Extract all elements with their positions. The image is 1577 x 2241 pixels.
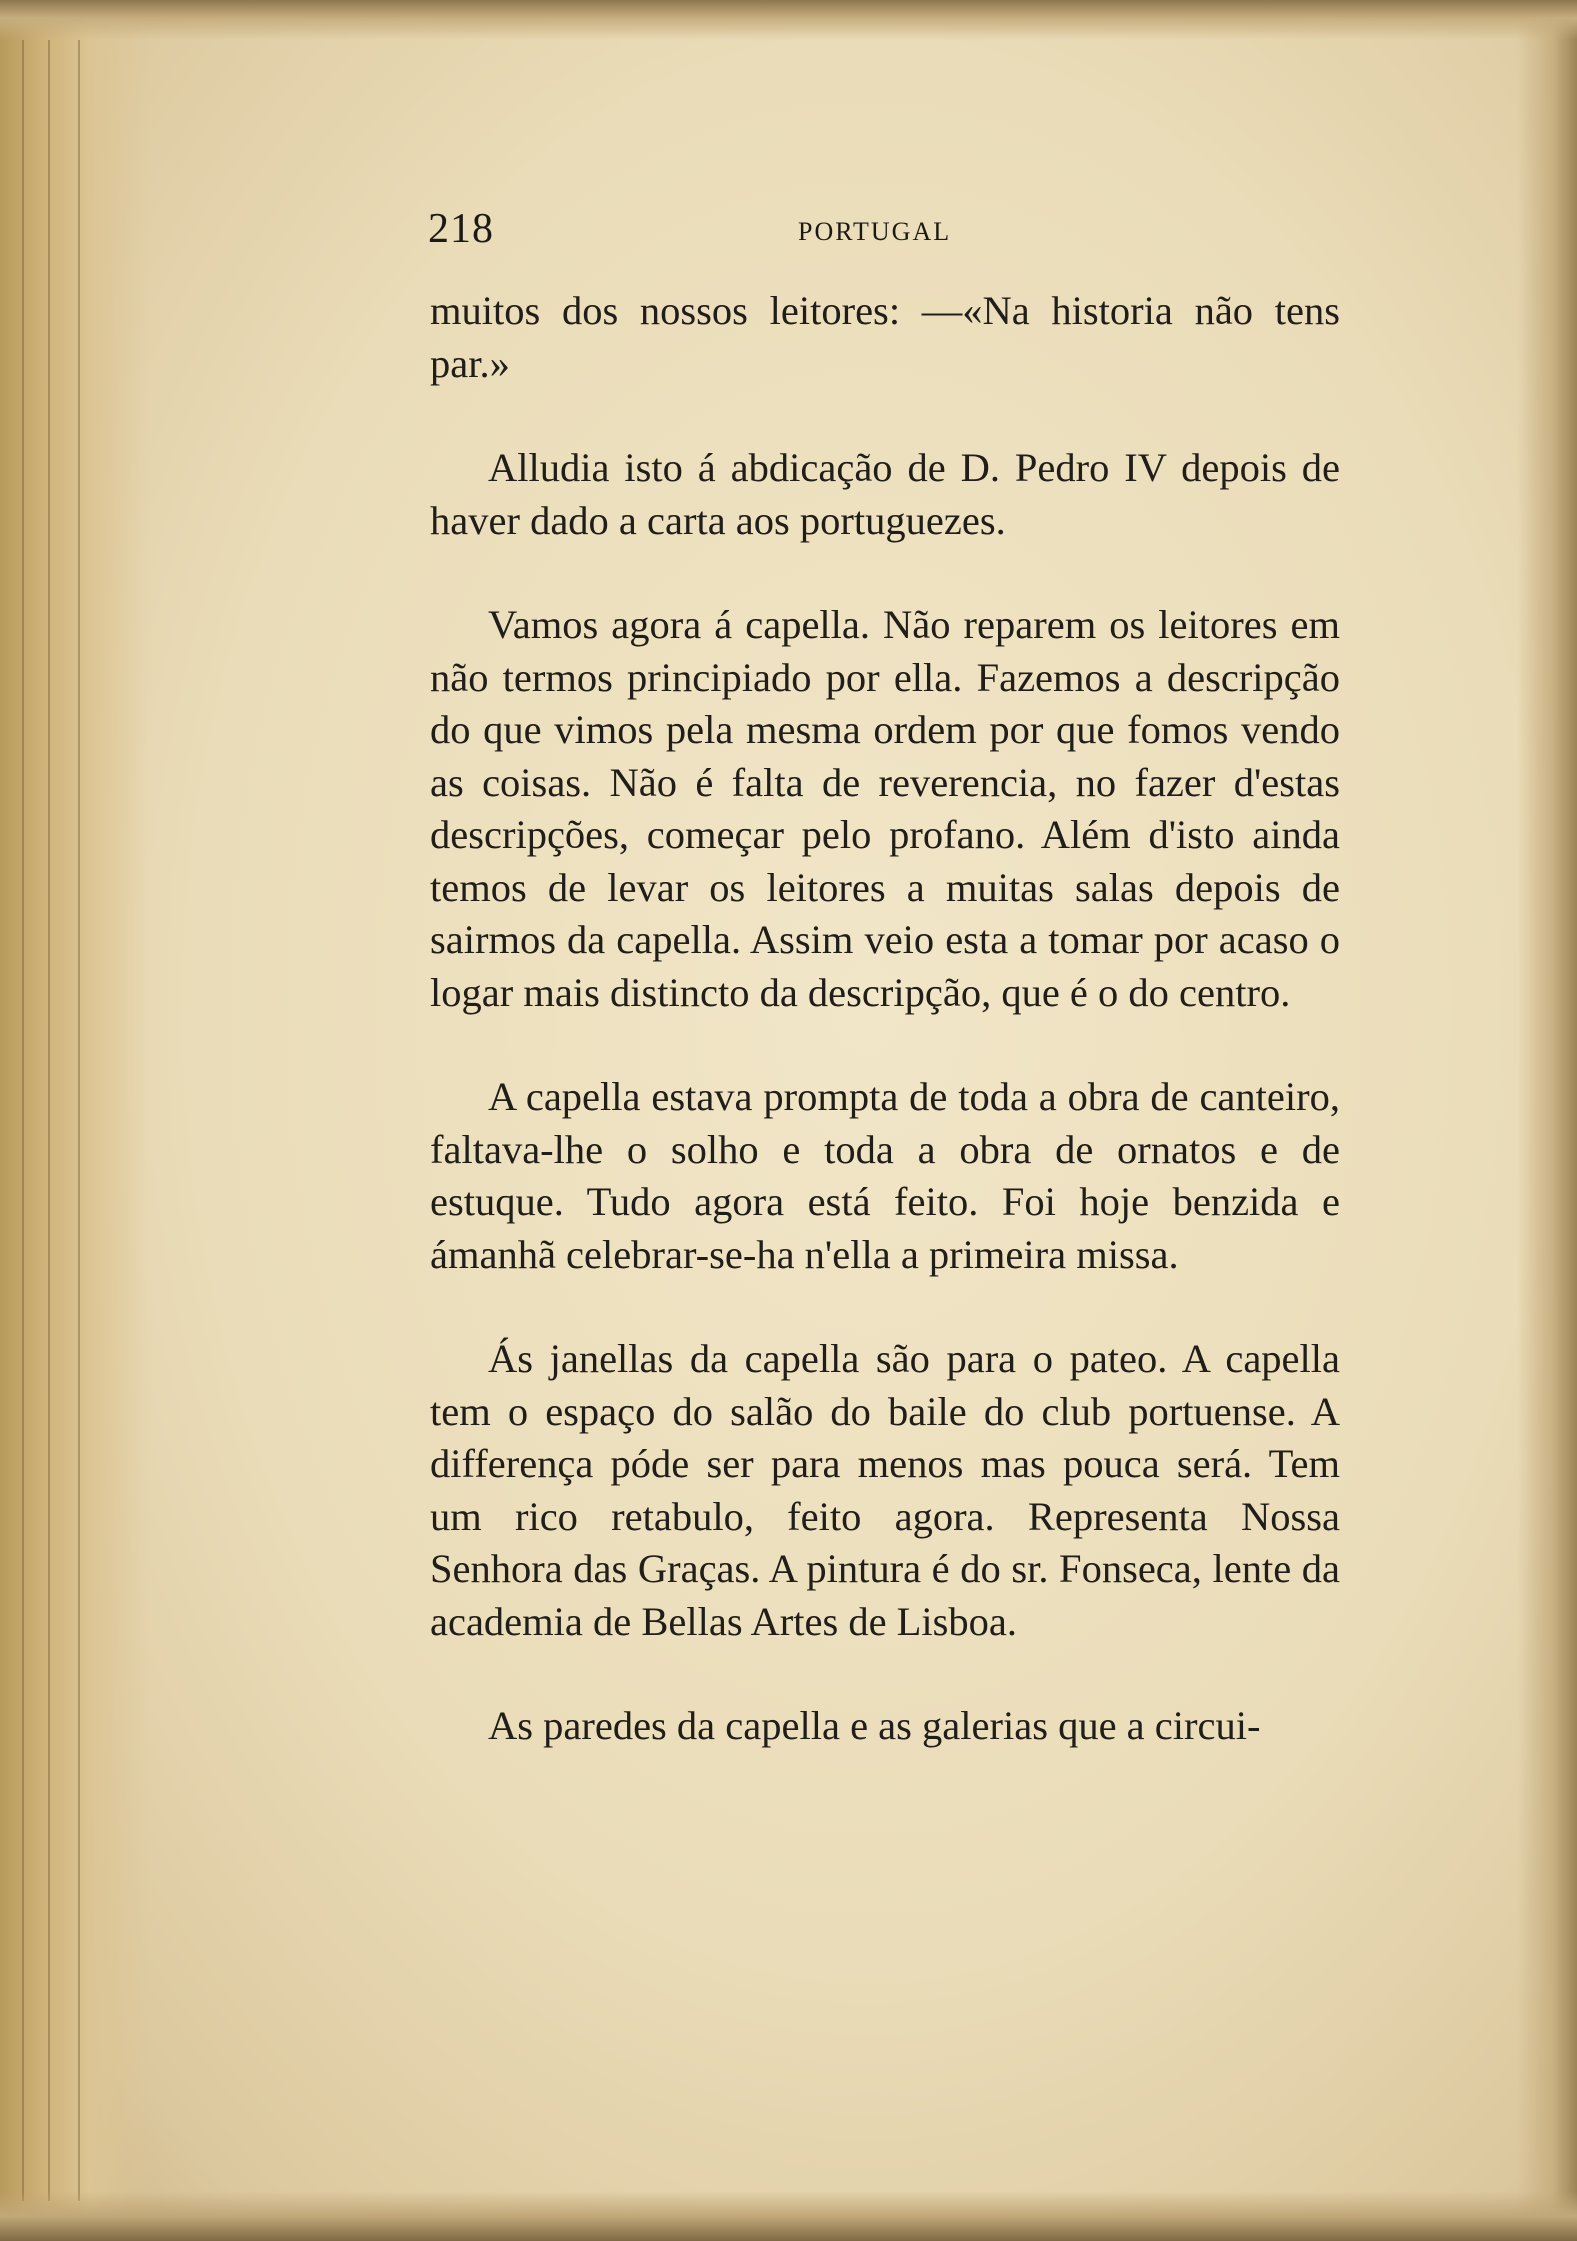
body-text: [430, 285, 1340, 1753]
page-header: [428, 205, 1328, 265]
page-fold-line: [48, 40, 50, 2201]
paragraph: A capella estava prompta de toda a obra de canteiro, faltava-lhe o solho e toda a obra de ornatos e de estuque. Tudo agora está feito. Foi hoje benzida e ámanhã celebrar-se-ha n'ella a primeira missa.: [430, 1074, 1340, 1277]
worn-left-edge: [0, 0, 150, 2241]
paragraph: As paredes da capella e as galerias que a circui-: [488, 1703, 1261, 1748]
page-number: 218: [428, 206, 494, 252]
paragraph: Ás janellas da capella são para o pateo. A capella tem o espaço do salão do baile do club portuense. A differença póde ser para menos mas pouca será. Tem um rico retabulo, feito agora. Representa Nossa Senhora das Graças. A pintura é do sr. Fonseca, lente da academia de Bellas Artes de Lisboa.: [430, 1336, 1340, 1644]
paragraph: Alludia isto á abdicação de D. Pedro IV depois de haver dado a carta aos portuguezes.: [430, 445, 1340, 543]
running-head: PORTUGAL: [798, 217, 952, 246]
worn-bottom-edge: [0, 2191, 1577, 2241]
page-fold-line: [22, 40, 24, 2201]
paragraph: Vamos agora á capella. Não reparem os leitores em não termos principiado por ella. Fazemos a descripção do que vimos pela mesma ordem por que fomos vendo as coisas. Não é falta de reverencia, no fazer d'estas descripções, começar pelo profano. Além d'isto ainda temos de levar os leitores a muitas salas depois de sairmos da capella. Assim veio esta a tomar por acaso o logar mais distincto da descripção, que é o do centro.: [430, 602, 1340, 1015]
worn-top-edge: [0, 0, 1577, 40]
page-fold-line: [78, 40, 80, 2201]
paragraph: muitos dos nossos leitores: —«Na historia não tens par.»: [430, 288, 1340, 386]
worn-right-edge: [1517, 0, 1577, 2241]
